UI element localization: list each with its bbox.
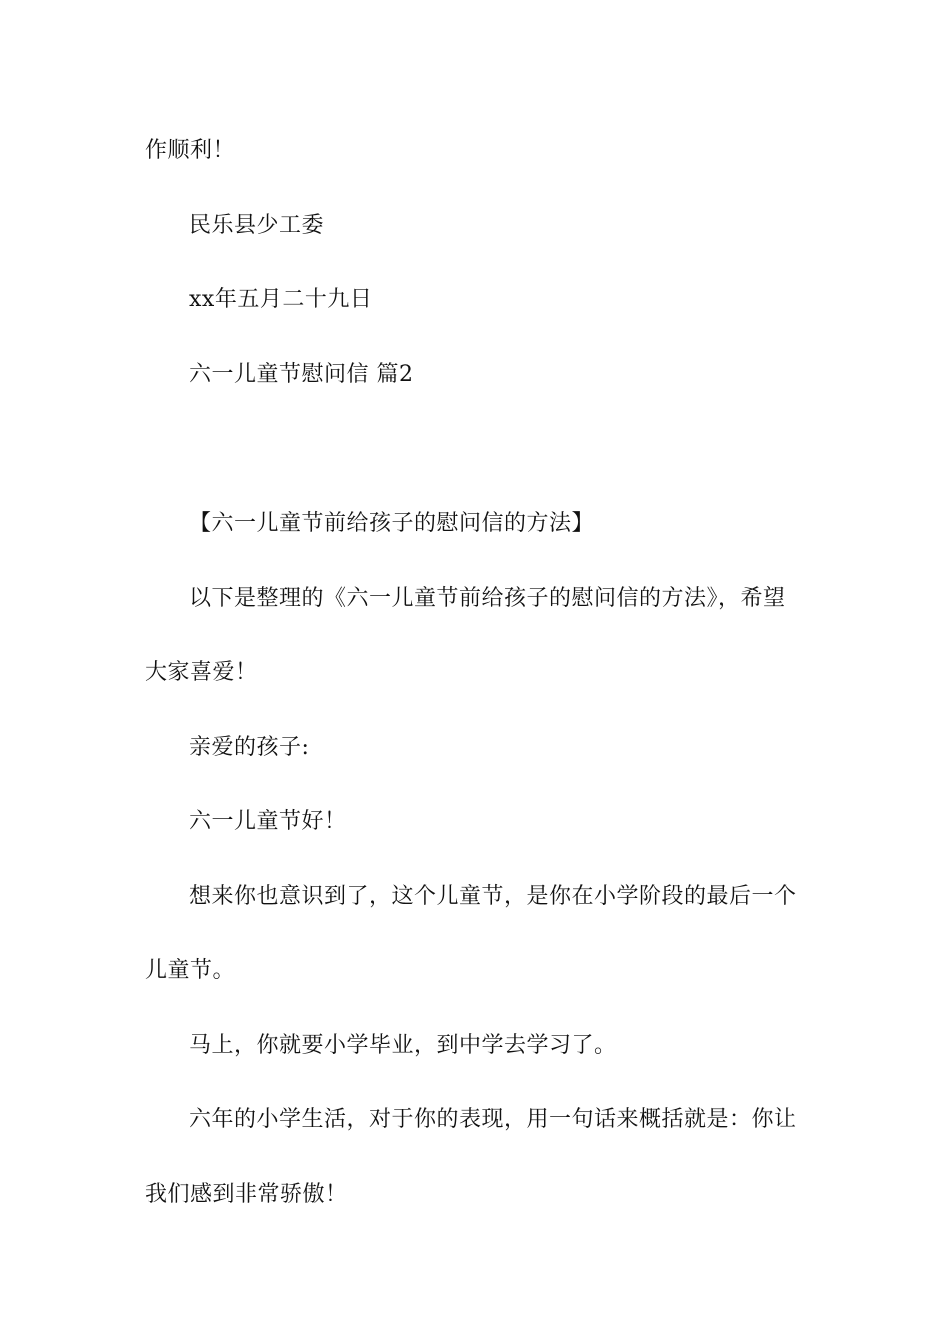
paragraph-3-line-1: 六年的小学生活，对于你的表现，用一句话来概括就是：你让 — [189, 1107, 797, 1132]
paragraph-1-line-1: 想来你也意识到了，这个儿童节，是你在小学阶段的最后一个 — [189, 884, 797, 909]
article-heading: 【六一儿童节前给孩子的慰问信的方法】 — [189, 511, 595, 536]
signature-date: xx年五月二十九日 — [189, 287, 373, 312]
paragraph-2: 马上，你就要小学毕业，到中学去学习了。 — [189, 1033, 617, 1058]
paragraph-intro-line-1: 以下是整理的《六一儿童节前给孩子的慰问信的方法》，希望 — [189, 586, 786, 611]
salutation: 亲爱的孩子: — [189, 735, 310, 760]
paragraph-intro-line-2: 大家喜爱！ — [145, 660, 258, 685]
section-title: 六一儿童节慰问信 篇2 — [189, 362, 414, 387]
greeting: 六一儿童节好！ — [189, 809, 347, 834]
paragraph-3-line-2: 我们感到非常骄傲！ — [145, 1182, 348, 1207]
text-line-closing-continuation: 作顺利！ — [145, 138, 236, 163]
paragraph-1-line-2: 儿童节。 — [145, 958, 236, 983]
signature-organization: 民乐县少工委 — [189, 213, 325, 238]
